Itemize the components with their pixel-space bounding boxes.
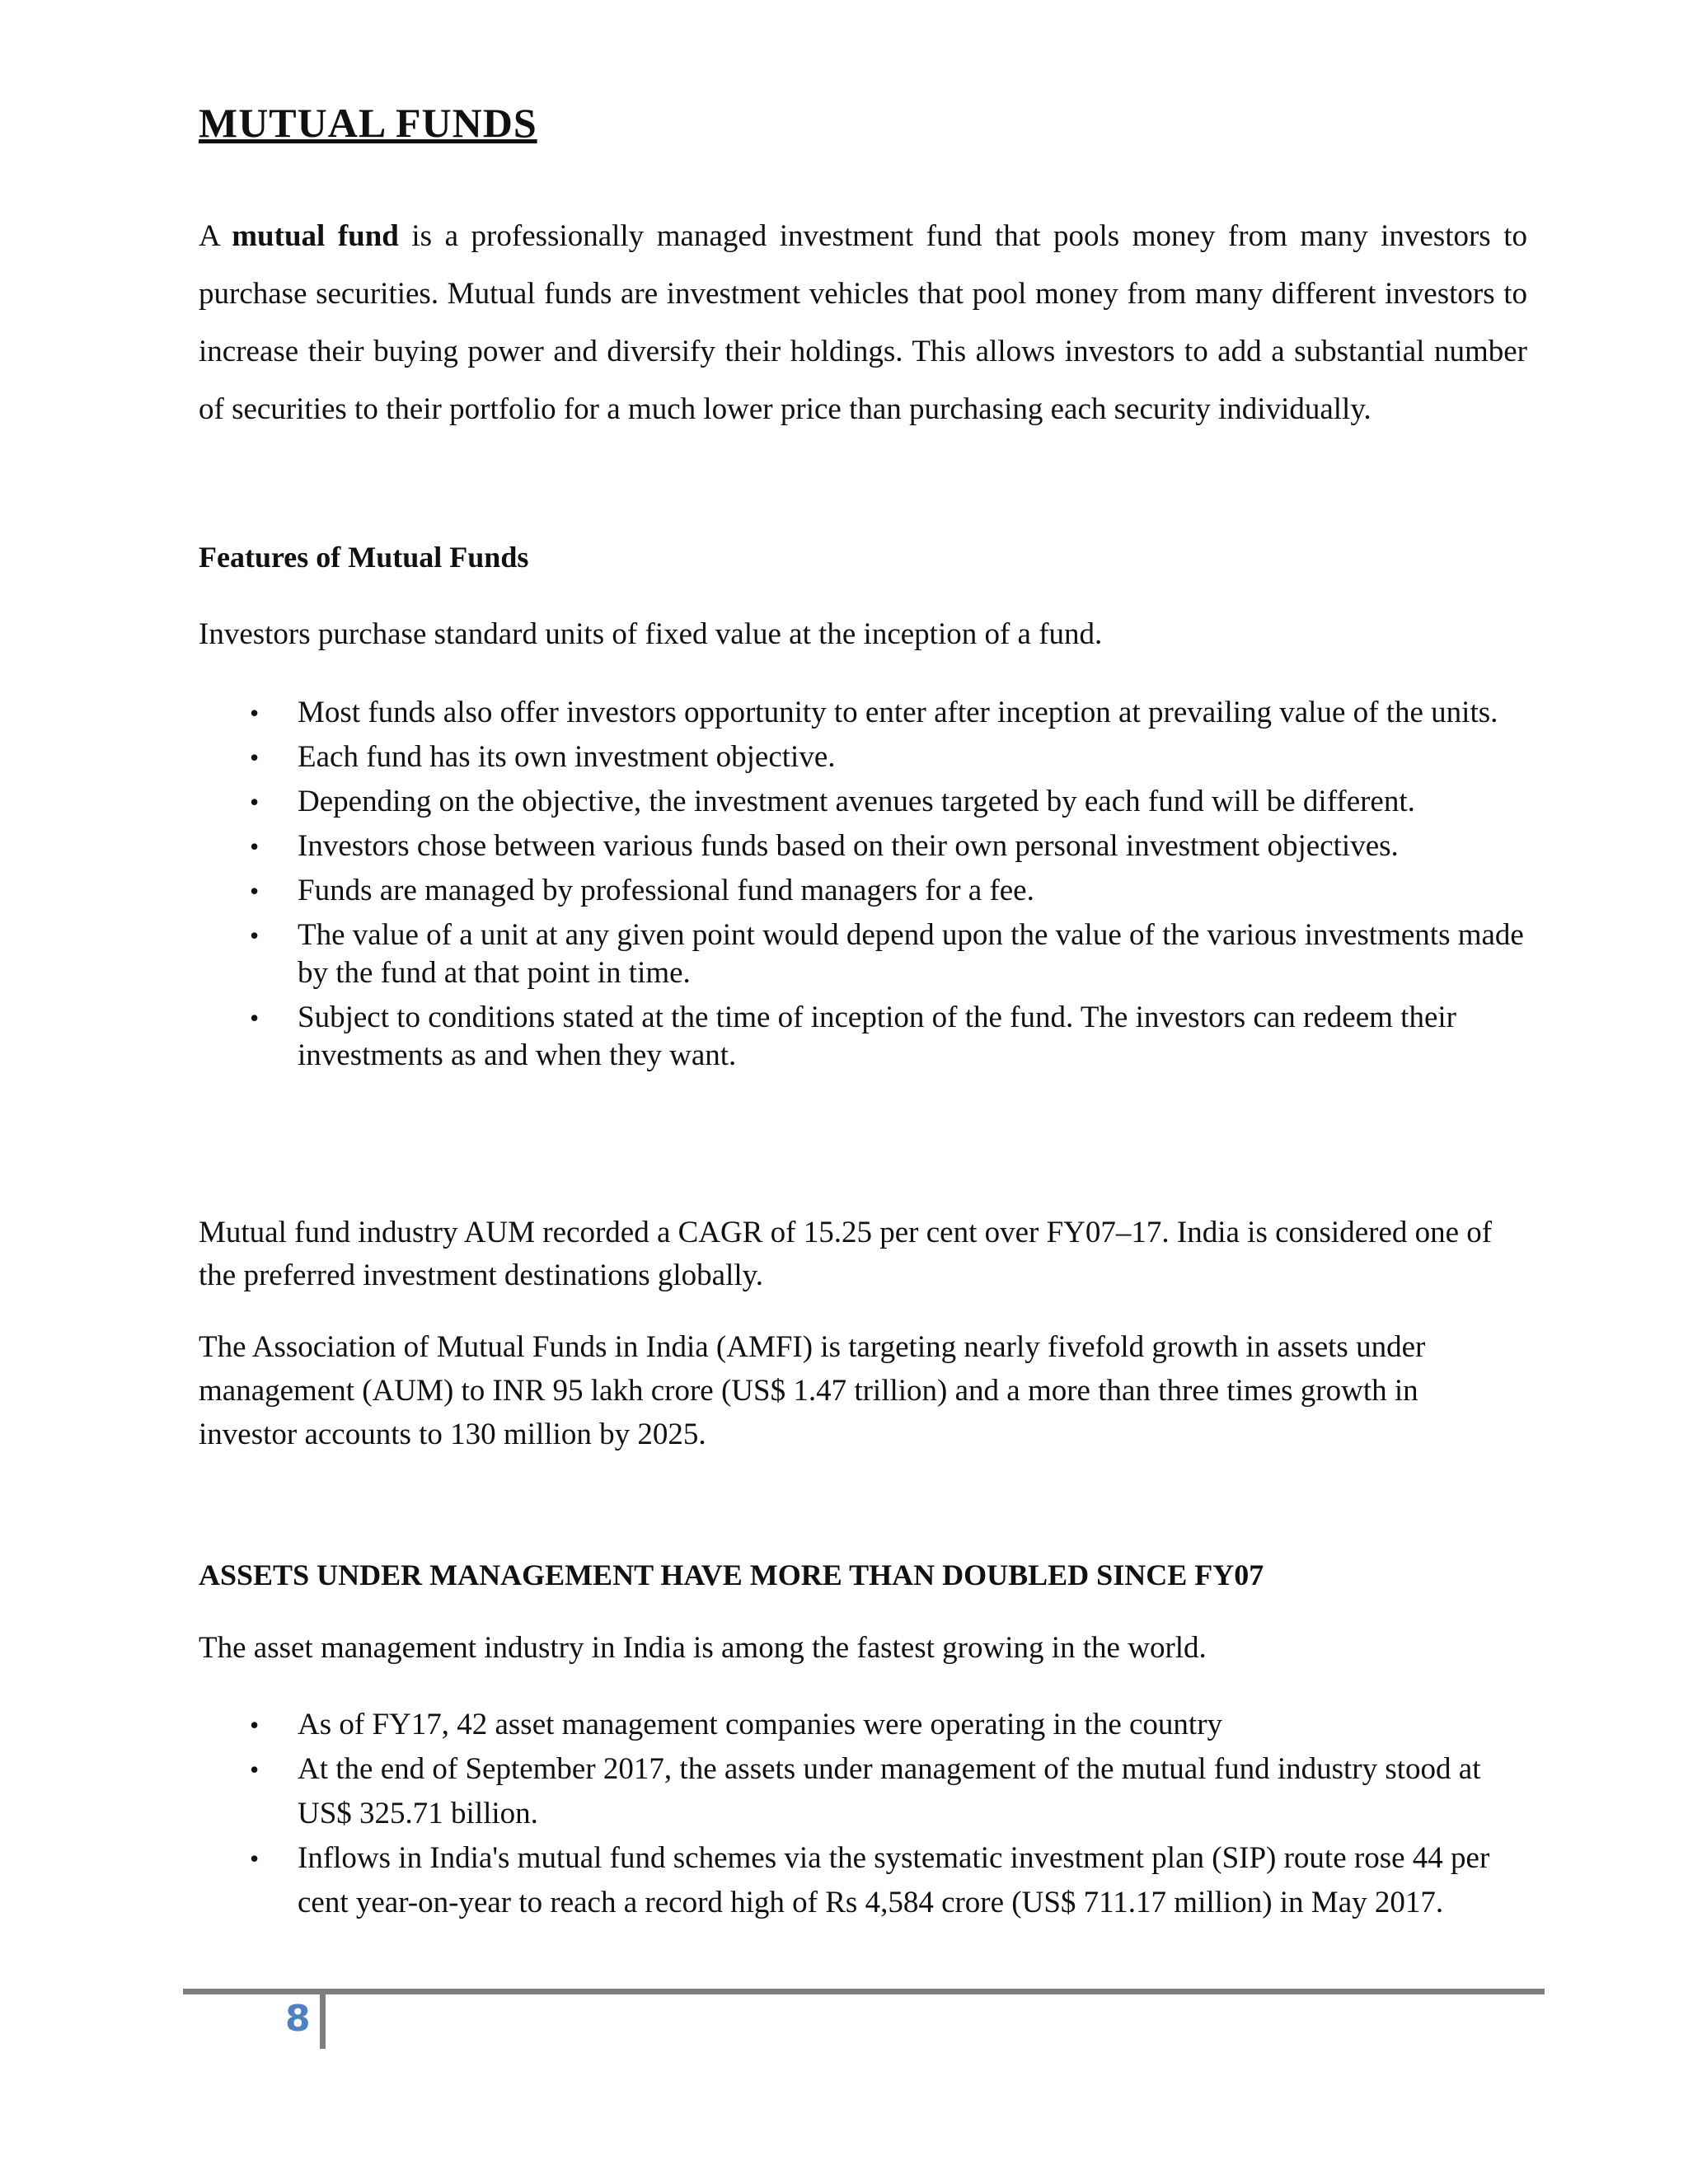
page-number: 8 — [285, 1998, 311, 2040]
list-item: • Depending on the objective, the investment avenues targeted by each fund will be different. — [199, 783, 1534, 821]
intro-paragraph — [199, 208, 1527, 438]
list-item: • Funds are managed by professional fund managers for a fee. — [199, 872, 1534, 910]
bullet-icon: • — [250, 743, 260, 772]
list-item: • The value of a unit at any given point would depend upon the value of the various investments made by the fund at that point in time. — [250, 918, 1524, 990]
list-item: • Inflows in India's mutual fund schemes via the systematic investment plan (SIP) route rose 44 per cent year-on-year to reach a record high of Rs 4,584 crore (US$ 711.17 million) in May 2017. — [199, 1836, 1517, 1925]
intro-bold-term: mutual fund — [232, 219, 399, 253]
page-title: MUTUAL FUNDS — [199, 100, 537, 146]
features-heading: Features of Mutual Funds — [199, 541, 529, 574]
bullet-icon: • — [250, 1755, 260, 1784]
list-item: • Each fund has its own investment objective. — [199, 738, 1534, 776]
features-lead: Investors purchase standard units of fixed value at the inception of a fund. — [199, 617, 1103, 651]
bullet-icon: • — [250, 921, 260, 950]
list-item: • Investors chose between various funds based on their own personal investment objectives. — [199, 827, 1534, 865]
list-item: • As of FY17, 42 asset management companies were operating in the country — [199, 1703, 1517, 1747]
footer-divider — [320, 1994, 326, 2049]
list-item: • At the end of September 2017, the assets under management of the mutual fund industry stood at US$ 325.71 billion. — [199, 1747, 1517, 1836]
bullet-icon: • — [250, 1844, 260, 1873]
bullet-icon: • — [250, 698, 260, 728]
industry-paragraph-1: Mutual fund industry AUM recorded a CAGR of 15.25 per cent over FY07–17. India is considered one of the preferred investment destinations globally. — [199, 1216, 1493, 1292]
features-list — [199, 694, 1534, 1075]
industry-paragraph-2: The Association of Mutual Funds in India (AMFI) is targeting nearly fivefold growth in assets under management (AUM) to INR 95 lakh crore (US$ 1.47 trillion) and a more than three times growth in investor accounts to 130 million by 2025. — [199, 1330, 1426, 1451]
list-item: • Subject to conditions stated at the time of inception of the fund. The investors can redeem their investments as and when they want. — [250, 1001, 1456, 1072]
bullet-icon: • — [250, 1003, 260, 1033]
bullet-icon: • — [250, 876, 260, 906]
intro-text: is a professionally managed investment fund that pools money from many investors to purchase securities. Mutual funds are investment vehicles that pool money from many different investors to increase their buying power and diversify their holdings. This allows investors to add a substantial number of securities to their portfolio for a much lower price than purchasing each security individually. — [199, 219, 1528, 426]
footer-rule — [183, 1989, 1545, 1994]
aum-lead: The asset management industry in India is among the fastest growing in the world. — [199, 1631, 1207, 1665]
aum-list — [199, 1703, 1517, 1925]
list-item: • Most funds also offer investors opportunity to enter after inception at prevailing value of the units. — [199, 694, 1534, 732]
intro-lead-word: A — [199, 219, 219, 253]
aum-heading: ASSETS UNDER MANAGEMENT HAVE MORE THAN DOUBLED SINCE FY07 — [199, 1558, 1264, 1591]
bullet-icon: • — [250, 1710, 260, 1740]
bullet-icon: • — [250, 787, 260, 817]
bullet-icon: • — [250, 832, 260, 861]
